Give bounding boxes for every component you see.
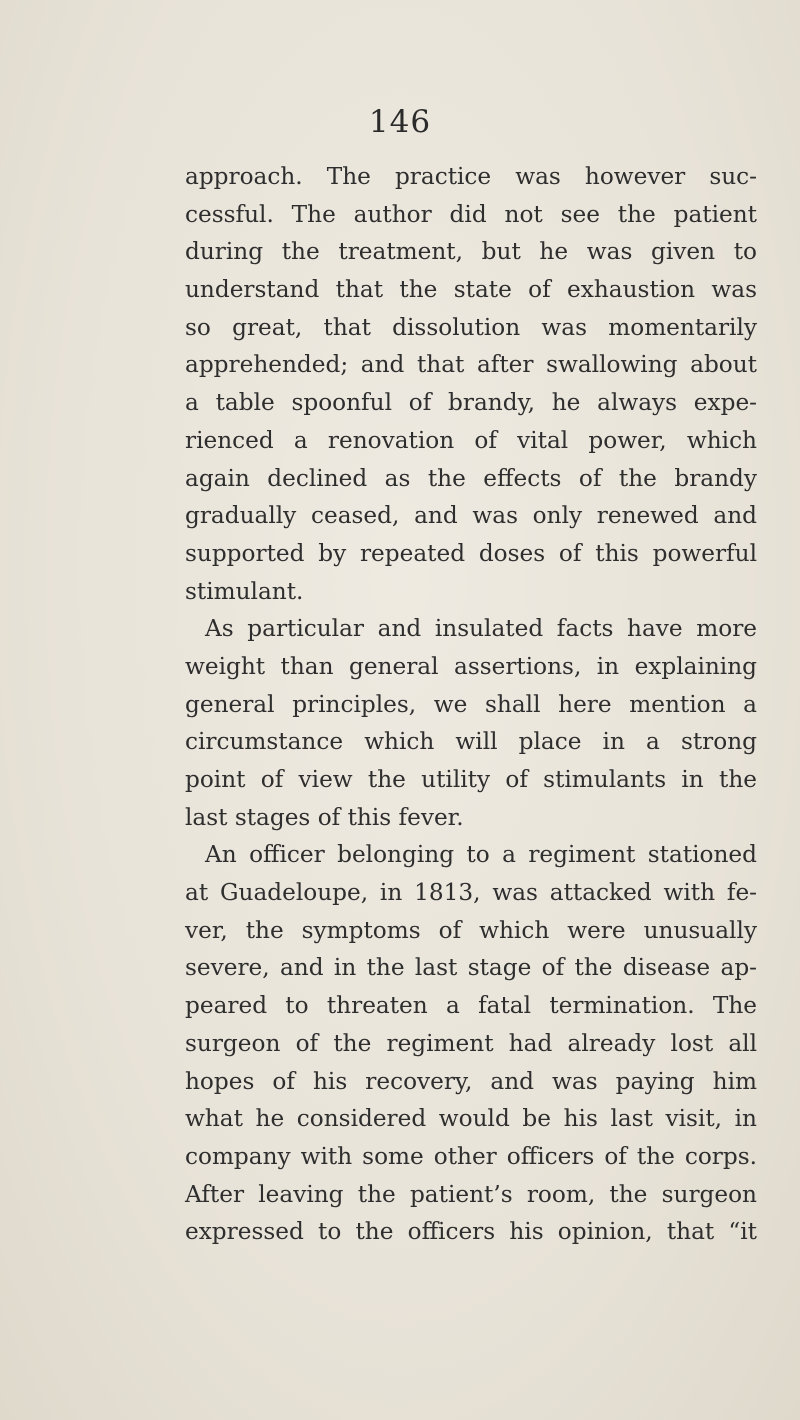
text-line: general principles, we shall here mention a bbox=[185, 690, 757, 718]
paragraph-end-line: stimulant. bbox=[185, 577, 304, 605]
text-line: a table spoonful of brandy, he always expe- bbox=[185, 389, 757, 417]
text-line: peared to threaten a fatal termination. The bbox=[185, 992, 757, 1020]
text-line: apprehended; and that after swallowing about bbox=[185, 351, 757, 379]
text-line: approach. The practice was however suc- bbox=[185, 163, 757, 190]
text-line: understand that the state of exhaustion was bbox=[185, 276, 757, 304]
text-line: gradually ceased, and was only renewed and bbox=[185, 502, 757, 530]
text-line: weight than general assertions, in explaining bbox=[185, 652, 757, 680]
text-line: severe, and in the last stage of the disease ap- bbox=[185, 954, 757, 982]
paragraph-start-line: An officer belonging to a regiment stationed bbox=[205, 841, 757, 869]
body-text bbox=[185, 158, 757, 1251]
page-number: 146 bbox=[368, 104, 432, 140]
text-line: again declined as the effects of the brandy bbox=[185, 464, 757, 492]
text-line: expressed to the officers his opinion, that “it bbox=[185, 1218, 757, 1246]
text-line: ver, the symptoms of which were unusually bbox=[185, 916, 757, 944]
text-line: supported by repeated doses of this powerful bbox=[185, 539, 757, 567]
text-line: surgeon of the regiment had already lost all bbox=[185, 1029, 757, 1057]
text-line: rienced a renovation of vital power, which bbox=[185, 426, 757, 454]
text-line: what he considered would be his last visit, in bbox=[185, 1105, 757, 1133]
text-line: during the treatment, but he was given to bbox=[185, 238, 757, 266]
text-line: at Guadeloupe, in 1813, was attacked with fe- bbox=[185, 879, 757, 907]
text-line: cessful. The author did not see the patient bbox=[185, 200, 757, 228]
text-line: so great, that dissolution was momentarily bbox=[185, 313, 757, 341]
text-line: company with some other officers of the corps. bbox=[185, 1142, 757, 1170]
paragraph-start-line: As particular and insulated facts have more bbox=[205, 615, 757, 643]
text-line: point of view the utility of stimulants in the bbox=[185, 766, 757, 793]
text-line: circumstance which will place in a strong bbox=[185, 728, 757, 756]
text-line: After leaving the patient’s room, the surgeon bbox=[185, 1180, 757, 1208]
text-line: hopes of his recovery, and was paying him bbox=[185, 1067, 757, 1095]
paragraph-end-line: last stages of this fever. bbox=[185, 803, 464, 831]
